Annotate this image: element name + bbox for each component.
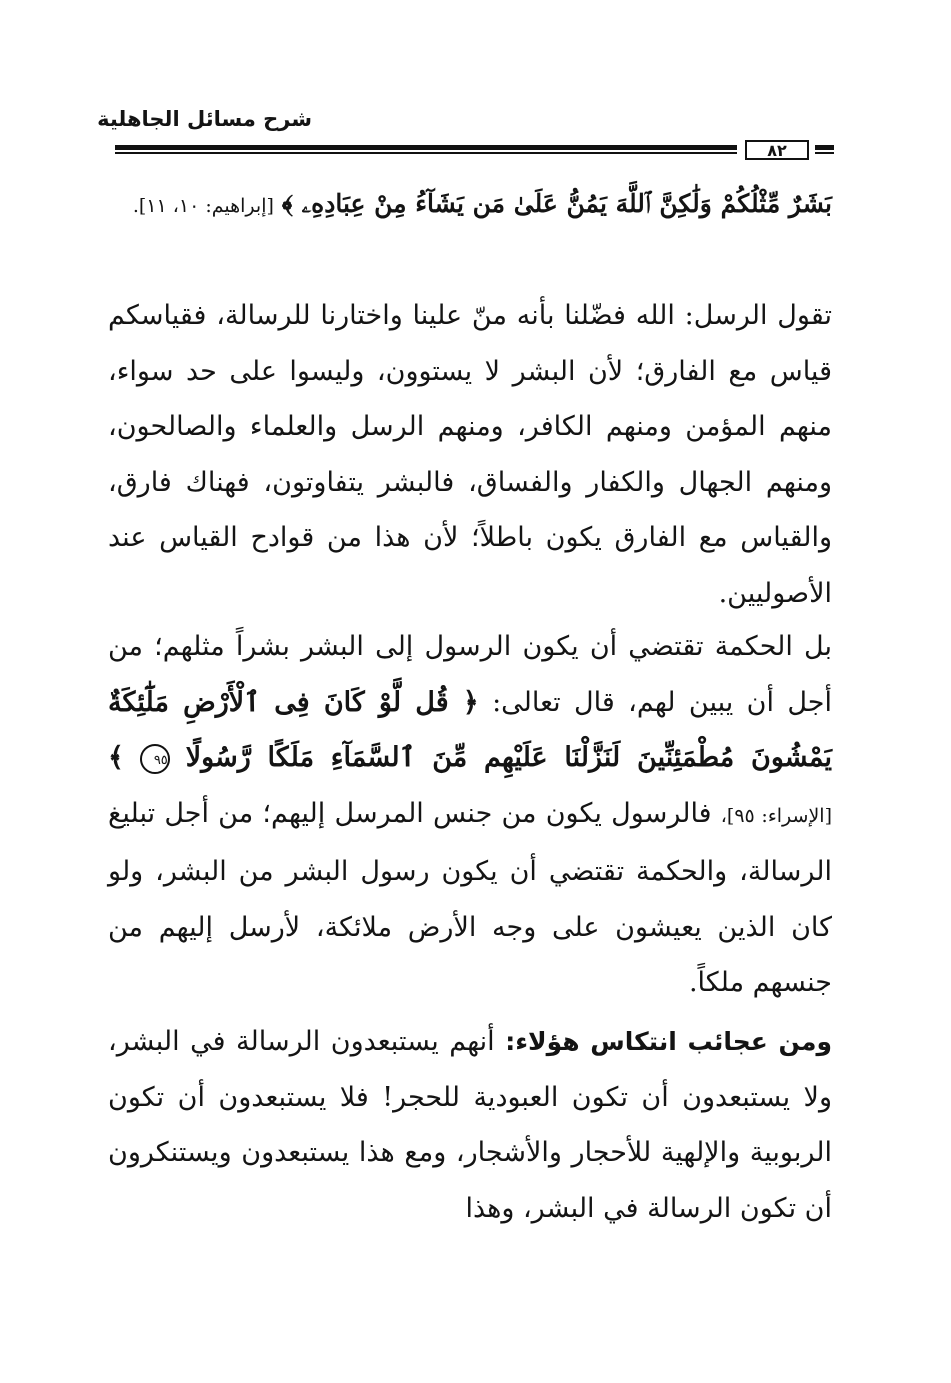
- page-number: ٨٢: [745, 140, 809, 160]
- paragraph-3-text: أنهم يستبعدون الرسالة في البشر، ولا يستبعدون أن تكون العبودية للحجر! فلا يستبعدون أن تكون الربوبية والإلهية للأحجار والأشجار، ومع هذا يستبعدون ويستنكرون أن تكون الرسالة في البشر، وهذا: [108, 1026, 832, 1224]
- ayah-number-ornament: ٩٥: [140, 744, 170, 774]
- quran-verse: بَشَرٌ مِّثْلُكُمْ وَلَٰكِنَّ ٱللَّهَ يَمُنُّ عَلَىٰ مَن يَشَآءُ مِنْ عِبَادِهِۦ ﴾: [281, 189, 832, 218]
- paragraph-1: تقول الرسل: الله فضّلنا بأنه منّ علينا واختارنا للرسالة، فقياسكم قياس مع الفارق؛ لأن البشر لا يستوون، وليسوا على حد سواء، منهم المؤمن ومنهم الكافر، ومنهم الرسل والعلماء والصالحون، ومنهم الجهال والكفار والفساق، فالبشر يتفاوتون، فهناك فارق، والقياس مع الفارق يكون باطلاً؛ لأن هذا من قوادح القياس عند الأصوليين.: [108, 300, 832, 609]
- paragraph-3: [108, 1014, 832, 1236]
- paragraph-2-rest: فالرسول يكون من جنس المرسل إليهم؛ من أجل تبليغ الرسالة، والحكمة تقتضي أن يكون رسول البشر من البشر، ولو كان الذين يعيشون على وجه الأرض ملائكة، لأرسل إليهم من جنسهم ملكاً.: [108, 797, 833, 998]
- header-bar: [115, 140, 834, 162]
- paragraph-2-intro: بل الحكمة تقتضي أن يكون الرسول إلى البشر بشراً مثلهم؛ من أجل أن يبين لهم، قال تعالى:: [108, 631, 833, 718]
- quran-close-bracket: ﴾: [108, 742, 124, 773]
- verse-citation: [إبراهيم: ١٠، ١١].: [132, 195, 274, 217]
- header-rule-short-thick: [815, 145, 834, 150]
- verse-citation: [الإسراء: ٩٥]،: [720, 804, 832, 827]
- header-rule-short-thin: [815, 152, 834, 154]
- book-title: شرح مسائل الجاهلية: [97, 107, 312, 131]
- header-rule-thin: [115, 152, 737, 154]
- continuation-verse: [108, 174, 832, 236]
- header-rule-thick: [115, 145, 737, 150]
- paragraph-2: [108, 619, 832, 1011]
- quran-verse: ﴿ قُل لَّوْ كَانَ فِى ٱلْأَرْضِ مَلَٰٓئِكَةٌ يَمْشُونَ مُطْمَئِنِّينَ لَنَزَّلْنَا عَلَيْهِم مِّنَ ٱلسَّمَآءِ مَلَكًا رَّسُولًا: [108, 686, 832, 773]
- paragraph-3-lead: ومن عجائب انتكاس هؤلاء:: [505, 1027, 832, 1056]
